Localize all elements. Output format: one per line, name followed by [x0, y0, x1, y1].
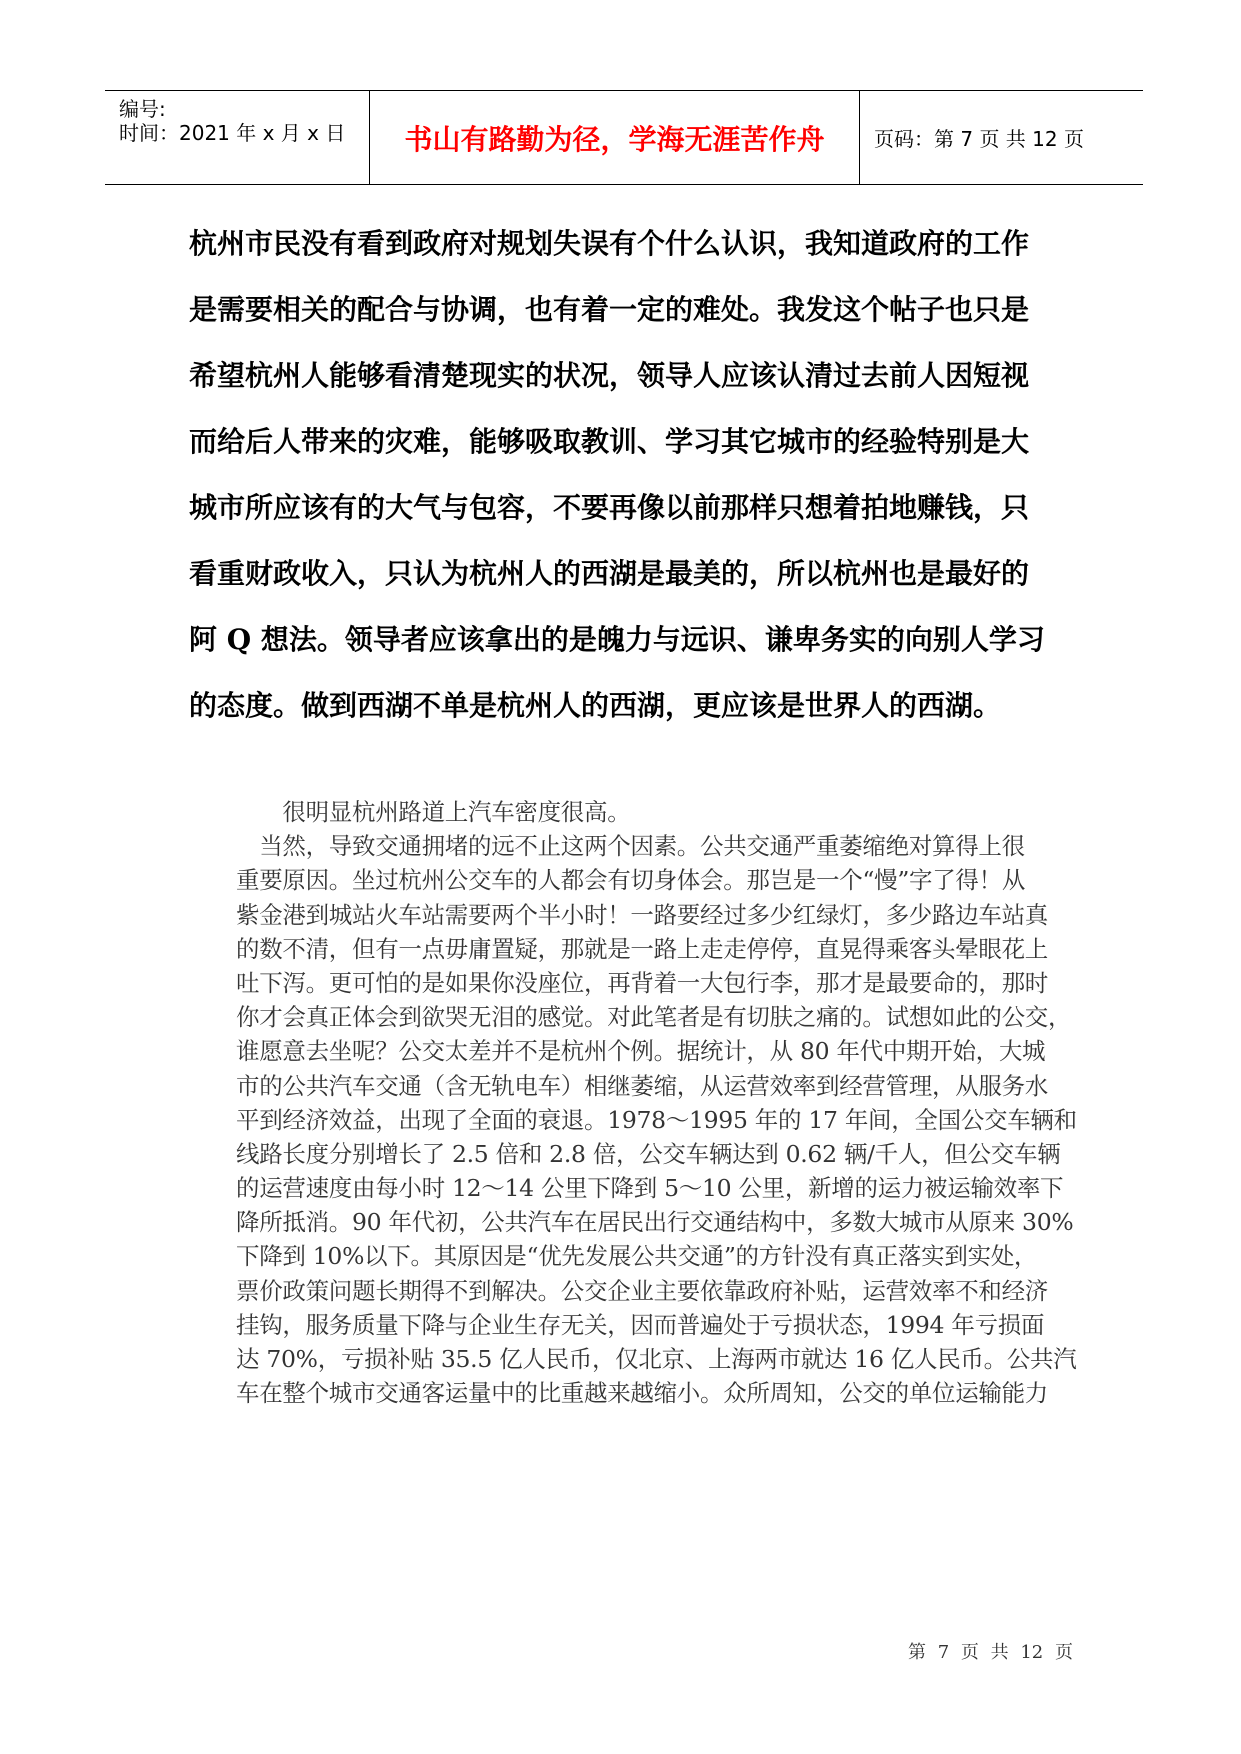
- paragraph-line: 的态度。做到西湖不单是杭州人的西湖，更应该是世界人的西湖。: [189, 689, 1002, 722]
- paragraph-line: 城市所应该有的大气与包容，不要再像以前那样只想着拍地赚钱，只: [189, 491, 1030, 524]
- scan-line: 票价政策问题长期得不到解决。公交企业主要依靠政府补贴，运营效率不和经济: [236, 1276, 1048, 1305]
- scan-line: 挂钩，服务质量下降与企业生存无关，因而普遍处于亏损状态，1994 年亏损面: [236, 1310, 1045, 1339]
- scan-line: 达 70%，亏损补贴 35.5 亿人民币，仅北京、上海两市就达 16 亿人民币。公共汽: [236, 1345, 1077, 1373]
- paragraph-line: 阿 Q 想法。领导者应该拿出的是魄力与远识、谦卑务实的向别人学习: [189, 623, 1045, 656]
- footer-page-number: 第 7 页 共 12 页: [908, 1642, 1073, 1663]
- scan-line: 下降到 10%以下。其原因是“优先发展公共交通”的方针没有真正落实到实处，: [236, 1242, 1038, 1271]
- document-number-label: 编号:: [119, 97, 166, 121]
- scan-line: 线路长度分别增长了 2.5 倍和 2.8 倍，公交车辆达到 0.62 辆/千人，但公交车辆: [236, 1139, 1061, 1168]
- page-header: [105, 90, 1143, 185]
- paragraph-line: 而给后人带来的灾难，能够吸取教训、学习其它城市的经验特别是大: [189, 425, 1030, 458]
- header-page-number: 页码：第 7 页 共 12 页: [874, 127, 1084, 151]
- paragraph-line: 看重财政收入，只认为杭州人的西湖是最美的，所以杭州也是最好的: [189, 557, 1030, 590]
- paragraph-line: 希望杭州人能够看清楚现实的状况，领导人应该认清过去前人因短视: [189, 359, 1030, 392]
- document-date-label: 时间：2021 年 x 月 x 日: [119, 121, 346, 145]
- scan-line: 平到经济效益，出现了全面的衰退。1978～1995 年的 17 年间，全国公交车辆和: [236, 1105, 1077, 1134]
- scanned-paragraph: [236, 795, 1086, 1410]
- scan-line: 的数不清，但有一点毋庸置疑，那就是一路上走走停停，直晃得乘客头晕眼花上: [236, 934, 1048, 963]
- bold-paragraph: [189, 222, 1069, 750]
- paragraph-line: 是需要相关的配合与协调，也有着一定的难处。我发这个帖子也只是: [189, 293, 1030, 326]
- scan-line: 车在整个城市交通客运量中的比重越来越缩小。众所周知，公交的单位运输能力: [236, 1379, 1048, 1408]
- scan-line: 紫金港到城站火车站需要两个半小时！一路要经过多少红绿灯，多少路边车站真: [236, 900, 1048, 929]
- paragraph-line: 杭州市民没有看到政府对规划失误有个什么认识，我知道政府的工作: [189, 227, 1030, 260]
- header-motto-cell: [370, 91, 860, 184]
- scan-line: 市的公共汽车交通（含无轨电车）相继萎缩，从运营效率到经营管理，从服务水: [236, 1071, 1048, 1100]
- scan-line: 吐下泻。更可怕的是如果你没座位，再背着一大包行李，那才是最要命的，那时: [236, 968, 1048, 997]
- scan-line: 重要原因。坐过杭州公交车的人都会有切身体会。那岂是一个“慢”字了得！从: [236, 866, 1026, 895]
- scan-line: 降所抵消。90 年代初，公共汽车在居民出行交通结构中，多数大城市从原来 30%: [236, 1208, 1074, 1237]
- header-page-cell: [860, 91, 1143, 184]
- scan-line: 当然，导致交通拥堵的远不止这两个因素。公共交通严重萎缩绝对算得上很: [236, 832, 1025, 861]
- scan-line: 谁愿意去坐呢？公交太差并不是杭州个例。据统计，从 80 年代中期开始，大城: [236, 1037, 1046, 1066]
- scan-line: 你才会真正体会到欲哭无泪的感觉。对此笔者是有切肤之痛的。试想如此的公交，: [236, 1003, 1072, 1032]
- scan-line: 很明显杭州路道上汽车密度很高。: [236, 798, 631, 826]
- header-meta-cell: [105, 91, 370, 184]
- header-motto: 书山有路勤为径，学海无涯苦作舟: [404, 122, 825, 156]
- scan-line: 的运营速度由每小时 12～14 公里下降到 5～10 公里，新增的运力被运输效率下: [236, 1174, 1064, 1203]
